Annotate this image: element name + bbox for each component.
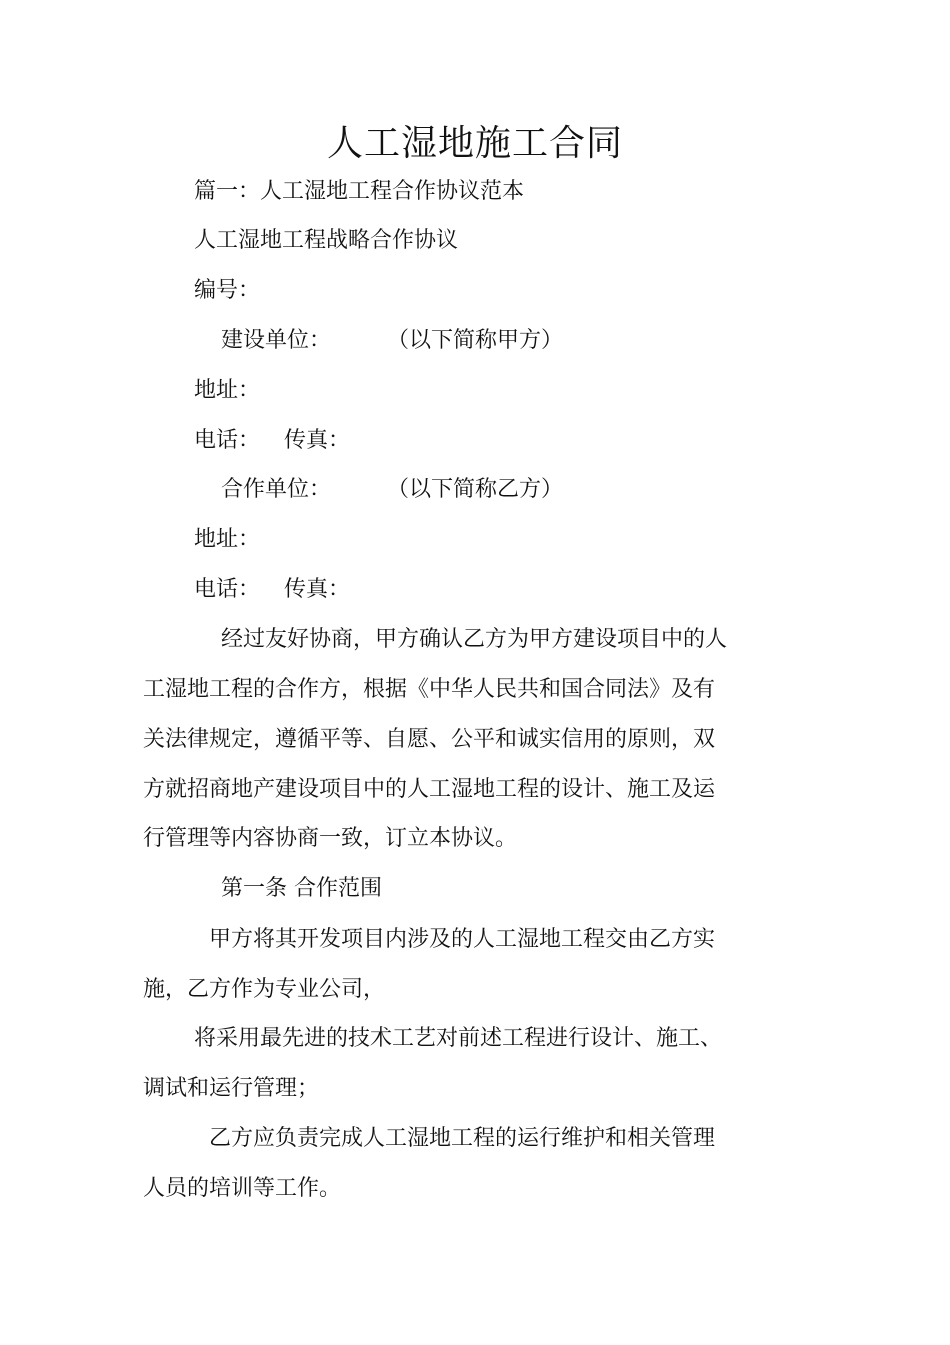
article-1-line: 将采用最先进的技术工艺对前述工程进行设计、施工、 <box>194 1026 723 1051</box>
document-title: 人工湿地施工合同 <box>326 123 623 164</box>
article-1-line: 人员的培训等工作。 <box>143 1176 342 1201</box>
agreement-subtitle: 人工湿地工程战略合作协议 <box>194 228 459 253</box>
intro-line: 方就招商地产建设项目中的人工湿地工程的设计、施工及运 <box>143 777 716 802</box>
number-label: 编号： <box>194 278 261 303</box>
article-1-line: 施，乙方作为专业公司， <box>143 977 386 1002</box>
party-b-address-label: 地址： <box>194 527 261 552</box>
intro-line: 工湿地工程的合作方，根据《中华人民共和国合同法》及有 <box>143 677 716 702</box>
article-1-heading: 第一条 合作范围 <box>221 876 382 901</box>
party-a-abbrev: （以下简称甲方） <box>387 328 564 353</box>
party-b-contact-row <box>194 575 350 605</box>
intro-line: 关法律规定，遵循平等、自愿、公平和诚实信用的原则，双 <box>143 727 716 752</box>
party-a-unit-label: 建设单位： <box>221 328 332 353</box>
party-a-unit-row <box>221 326 563 356</box>
article-1-line: 调试和运行管理； <box>143 1076 320 1101</box>
party-a-contact-row <box>194 426 350 456</box>
party-a-phone-label: 电话： <box>194 428 261 453</box>
article-1-line: 甲方将其开发项目内涉及的人工湿地工程交由乙方实 <box>209 927 716 952</box>
party-a-address-label: 地址： <box>194 378 261 403</box>
party-b-unit-label: 合作单位： <box>221 477 332 502</box>
party-a-fax-label: 传真： <box>284 428 351 453</box>
intro-line: 行管理等内容协商一致，订立本协议。 <box>143 826 518 851</box>
party-b-phone-label: 电话： <box>194 577 261 602</box>
party-b-unit-row <box>221 475 563 505</box>
party-b-abbrev: （以下简称乙方） <box>387 477 564 502</box>
article-1-line: 乙方应负责完成人工湿地工程的运行维护和相关管理 <box>209 1126 716 1151</box>
intro-line: 经过友好协商，甲方确认乙方为甲方建设项目中的人 <box>221 627 728 652</box>
party-b-fax-label: 传真： <box>284 577 351 602</box>
section-heading: 篇一：人工湿地工程合作协议范本 <box>194 179 525 204</box>
